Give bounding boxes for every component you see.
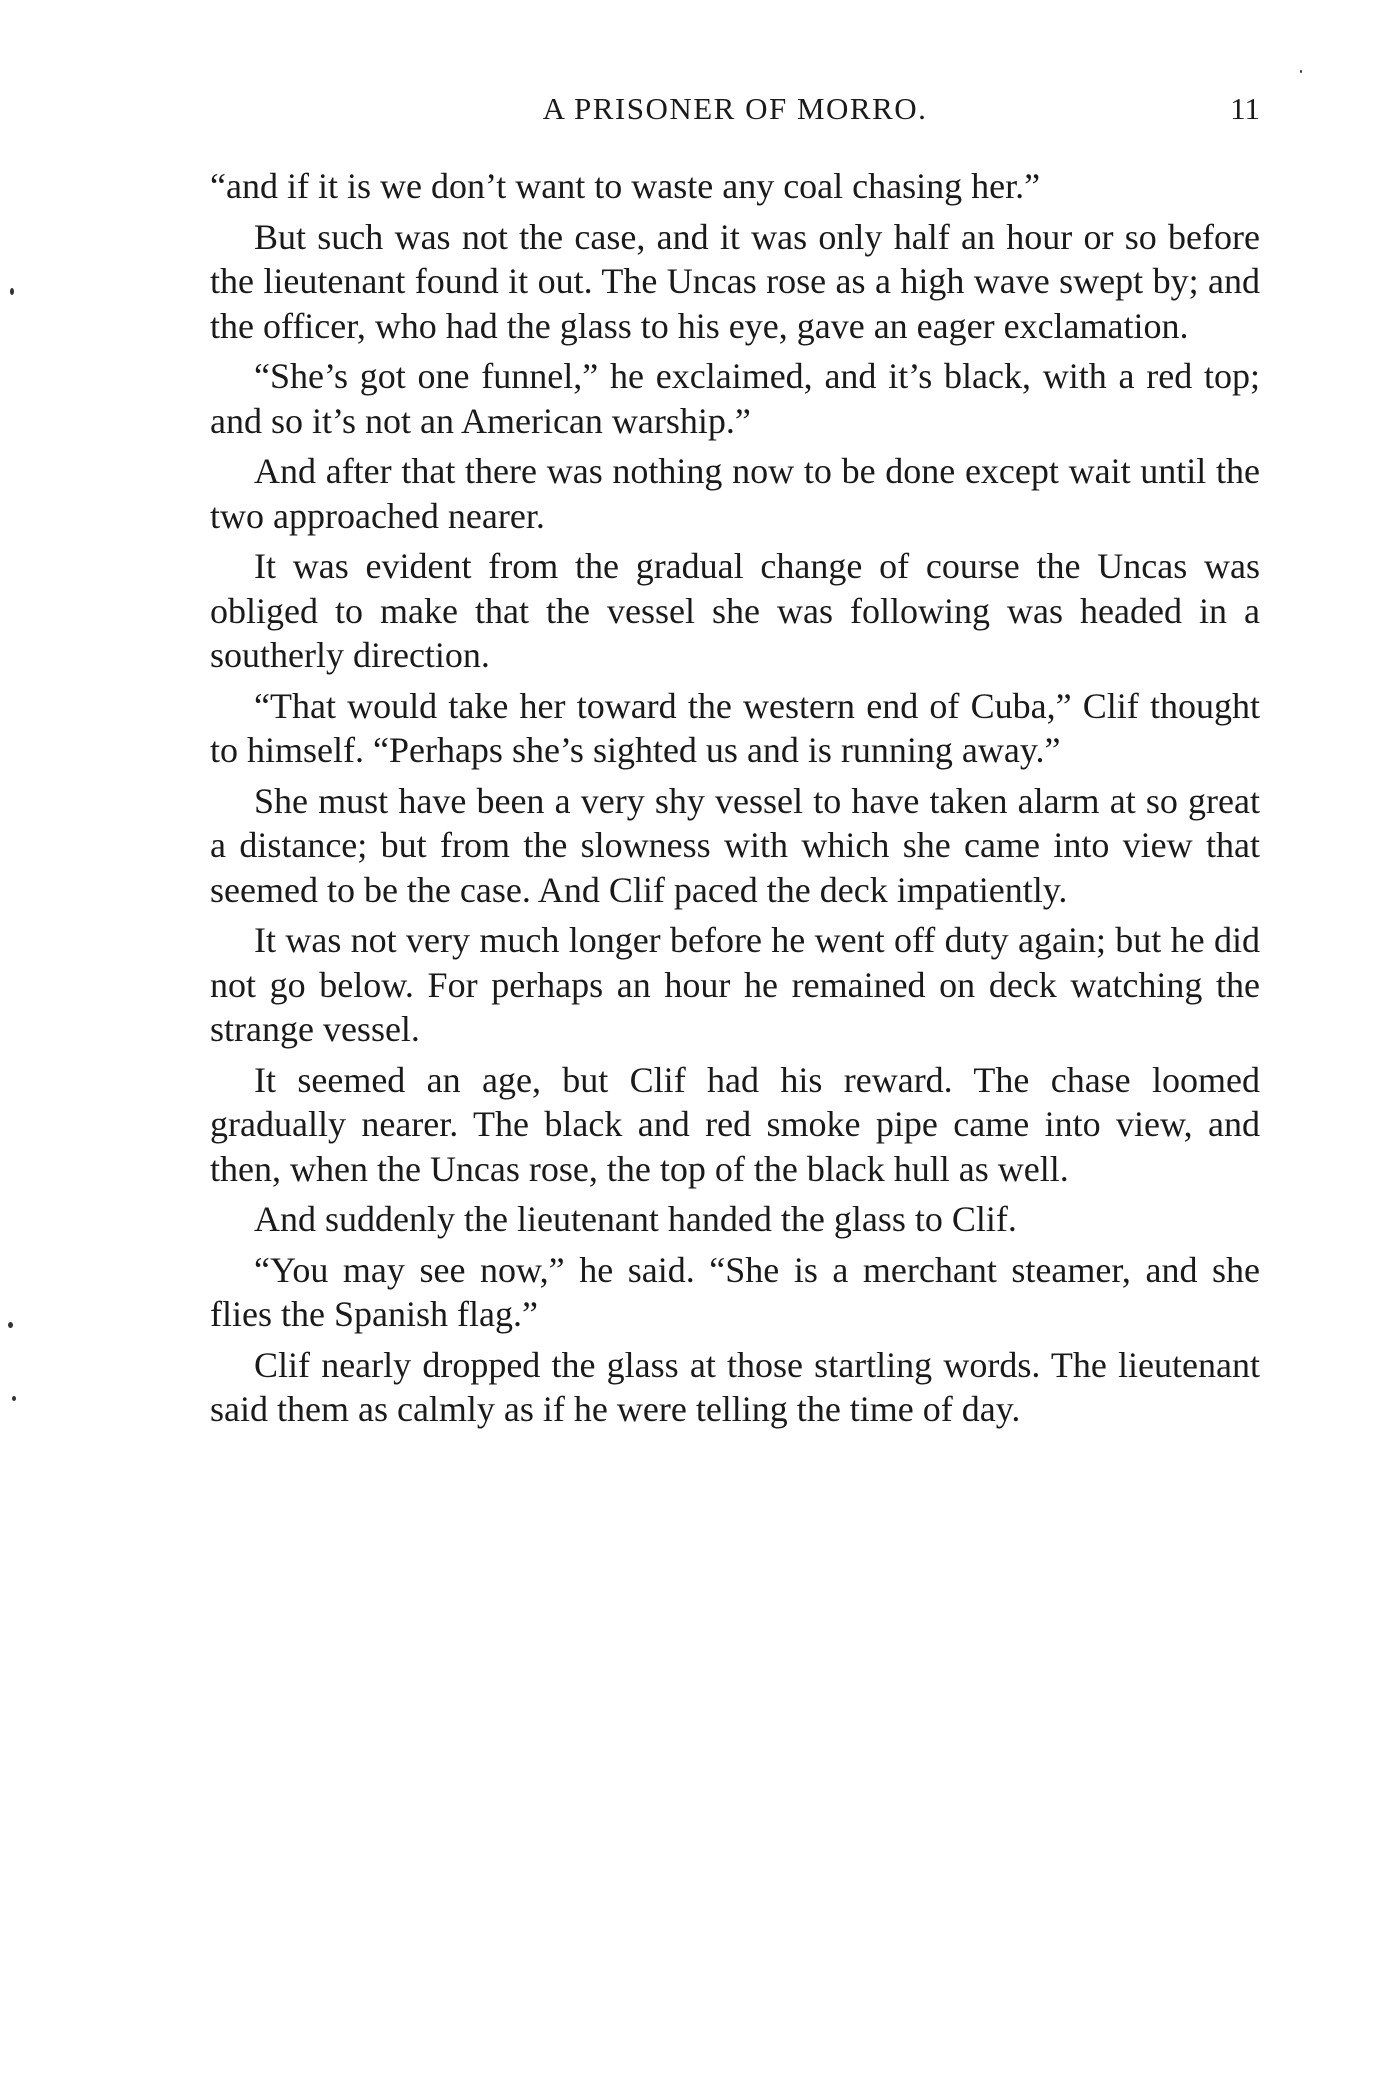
body-text <box>210 164 1260 1438</box>
paragraph: “You may see now,” he said. “She is a merchant steamer, and she flies the Spanish flag.” <box>210 1249 1260 1334</box>
paragraph: And suddenly the lieutenant handed the glass to Clif. <box>254 1199 1017 1239</box>
running-header <box>210 84 1260 134</box>
scan-speck <box>12 1396 16 1401</box>
paragraph: “That would take her toward the western end of Cuba,” Clif thought to himself. “Perhaps she’s sighted us and is running away.” <box>210 685 1260 770</box>
paragraph: It seemed an age, but Clif had his reward. The chase loomed gradually nearer. The black and red smoke pipe came into view, and then, when the Uncas rose, the top of the black hull as well. <box>210 1059 1260 1189</box>
running-title: A PRISONER OF MORRO. <box>542 91 928 126</box>
paragraph: “She’s got one funnel,” he exclaimed, and it’s black, with a red top; and so it’s not an American warship.” <box>210 356 1260 441</box>
scan-speck <box>10 288 14 295</box>
paragraph: It was not very much longer before he went off duty again; but he did not go below. For perhaps an hour he remained on deck watching the strange vessel. <box>210 920 1260 1049</box>
paragraph: It was evident from the gradual change of course the Uncas was obliged to make that the vessel she was following was headed in a southerly direction. <box>210 546 1260 675</box>
paragraph: “and if it is we don’t want to waste any coal chasing her.” <box>210 166 1041 206</box>
scan-speck <box>8 1322 13 1328</box>
page-number: 11 <box>1230 91 1260 126</box>
paragraph: Clif nearly dropped the glass at those startling words. The lieutenant said them as calmly as if he were telling the time of day. <box>210 1344 1260 1429</box>
scan-speck <box>1300 70 1302 73</box>
paragraph: She must have been a very shy vessel to have taken alarm at so great a distance; but from the slowness with which she came into view that seemed to be the case. And Clif paced the deck impatiently. <box>210 780 1260 910</box>
paragraph: And after that there was nothing now to be done except wait until the two approached nearer. <box>210 451 1260 536</box>
paragraph: But such was not the case, and it was only half an hour or so before the lieutenant found it out. The Uncas rose as a high wave swept by; and the officer, who had the glass to his eye, gave an eager exclamation. <box>210 216 1260 346</box>
